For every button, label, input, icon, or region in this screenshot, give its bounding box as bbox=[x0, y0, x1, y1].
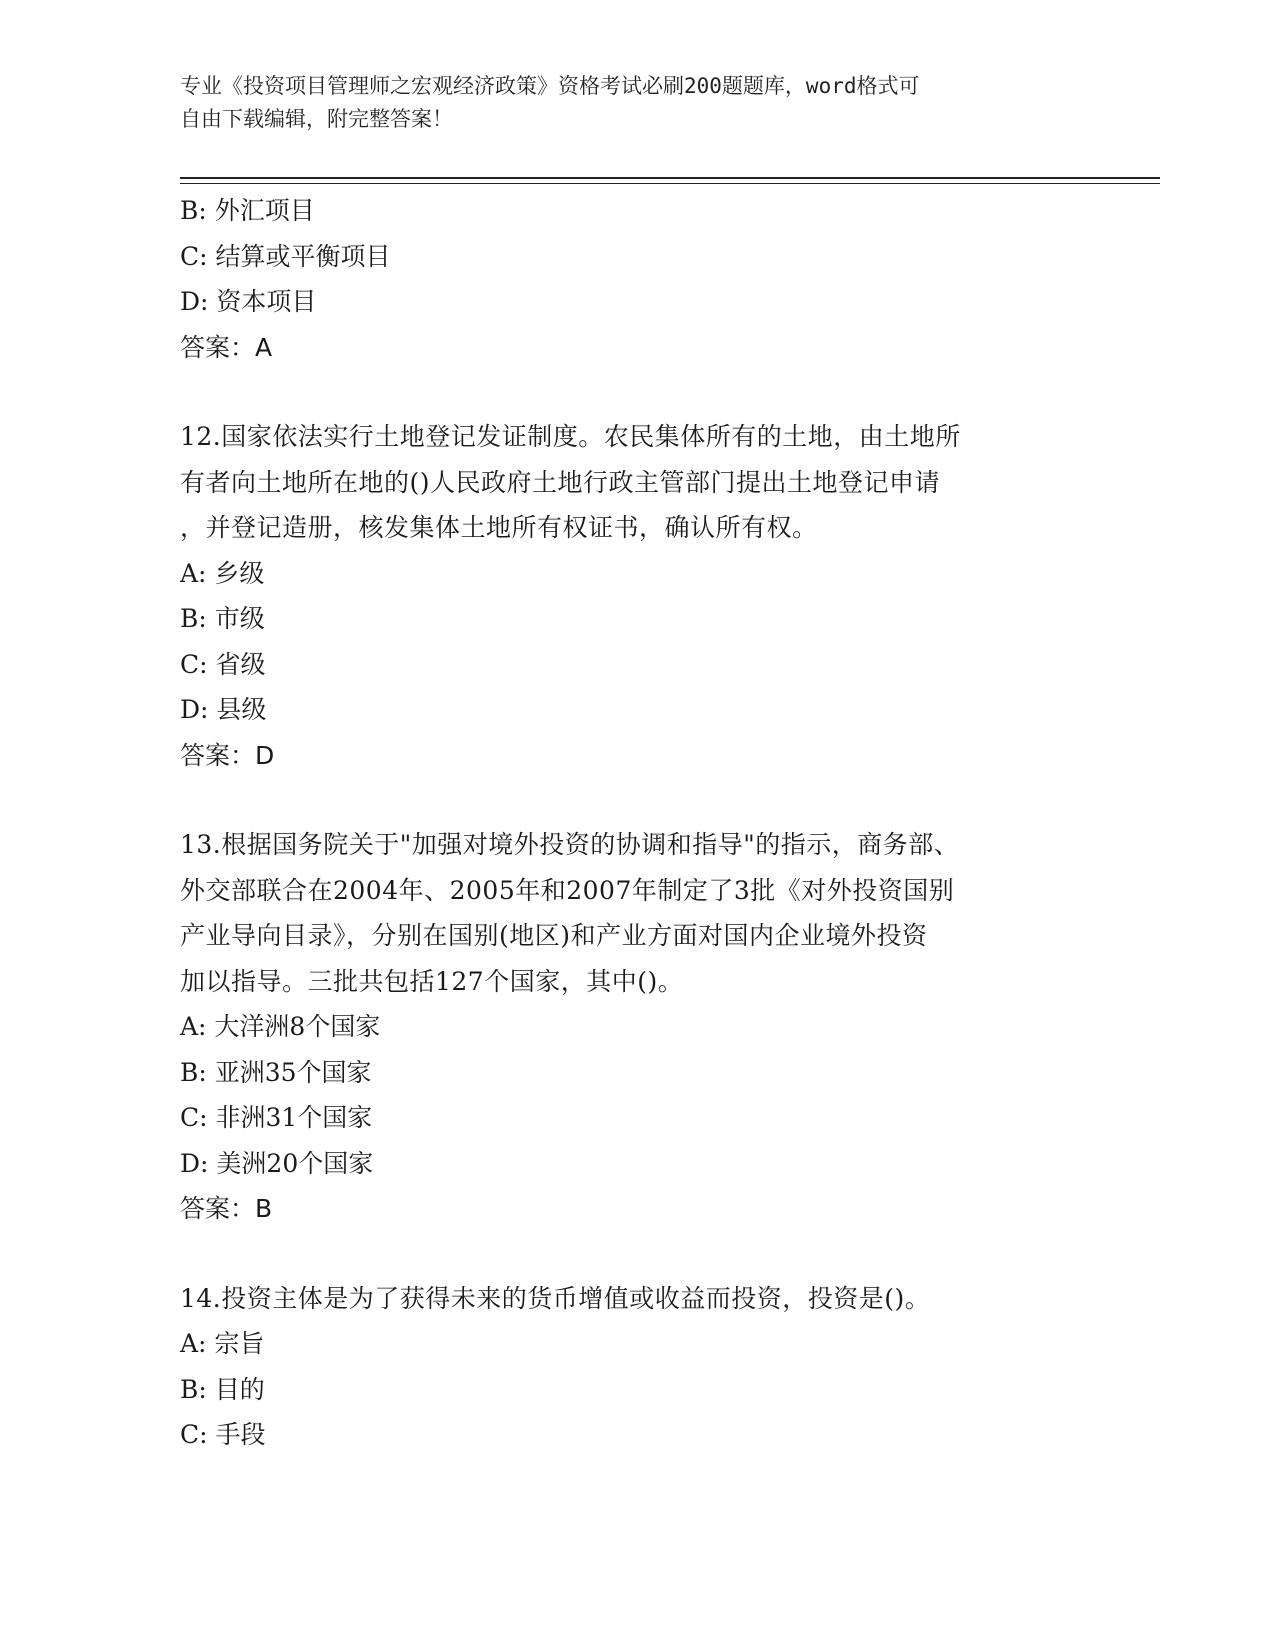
option-b: B: 外汇项目 bbox=[180, 196, 315, 225]
question-12 bbox=[180, 414, 1080, 778]
question-content bbox=[180, 188, 1080, 1458]
option-c: C: 手段 bbox=[180, 1420, 266, 1449]
option-c: C: 结算或平衡项目 bbox=[180, 241, 391, 271]
option-b: B: 市级 bbox=[180, 604, 265, 633]
question-13 bbox=[180, 822, 1080, 1232]
document-header bbox=[180, 70, 1060, 136]
question-14 bbox=[180, 1276, 1080, 1458]
question-text-line: 有者向土地所在地的()人民政府土地行政主管部门提出土地登记申请 bbox=[180, 467, 941, 497]
question-text-line: 12.国家依法实行土地登记发证制度。农民集体所有的土地，由土地所 bbox=[180, 422, 961, 451]
question-text-line: 外交部联合在2004年、2005年和2007年制定了3批《对外投资国别 bbox=[180, 875, 955, 905]
option-d: D: 美洲20个国家 bbox=[180, 1148, 374, 1178]
option-d: D: 县级 bbox=[180, 695, 267, 724]
header-rule-thick bbox=[180, 177, 1160, 179]
option-b: B: 目的 bbox=[180, 1374, 265, 1404]
answer: 答案：B bbox=[180, 1194, 273, 1223]
question-text-line: 加以指导。三批共包括127个国家，其中()。 bbox=[180, 966, 684, 996]
option-a: A: 大洋洲8个国家 bbox=[180, 1012, 381, 1041]
prev-question-block bbox=[180, 188, 1080, 370]
option-d: D: 资本项目 bbox=[180, 287, 317, 316]
option-c: C: 省级 bbox=[180, 649, 266, 679]
option-a: A: 乡级 bbox=[180, 558, 265, 588]
option-a: A: 宗旨 bbox=[180, 1329, 265, 1358]
question-text-line: 产业导向目录》，分别在国别(地区)和产业方面对国内企业境外投资 bbox=[180, 921, 928, 950]
question-text-line: 13.根据国务院关于"加强对境外投资的协调和指导"的指示，商务部、 bbox=[180, 830, 960, 859]
answer: 答案：A bbox=[180, 332, 273, 362]
header-line-2: 自由下载编辑，附完整答案！ bbox=[180, 107, 453, 131]
option-c: C: 非洲31个国家 bbox=[180, 1103, 373, 1132]
option-b: B: 亚洲35个国家 bbox=[180, 1057, 372, 1087]
question-text-line: ，并登记造册，核发集体土地所有权证书，确认所有权。 bbox=[180, 513, 818, 542]
header-line-1: 专业《投资项目管理师之宏观经济政策》资格考试必刷200题题库，word格式可 bbox=[180, 74, 920, 98]
header-rule-thin bbox=[180, 183, 1160, 184]
question-text-line: 14.投资主体是为了获得未来的货币增值或收益而投资，投资是()。 bbox=[180, 1283, 931, 1313]
answer: 答案：D bbox=[180, 740, 275, 770]
